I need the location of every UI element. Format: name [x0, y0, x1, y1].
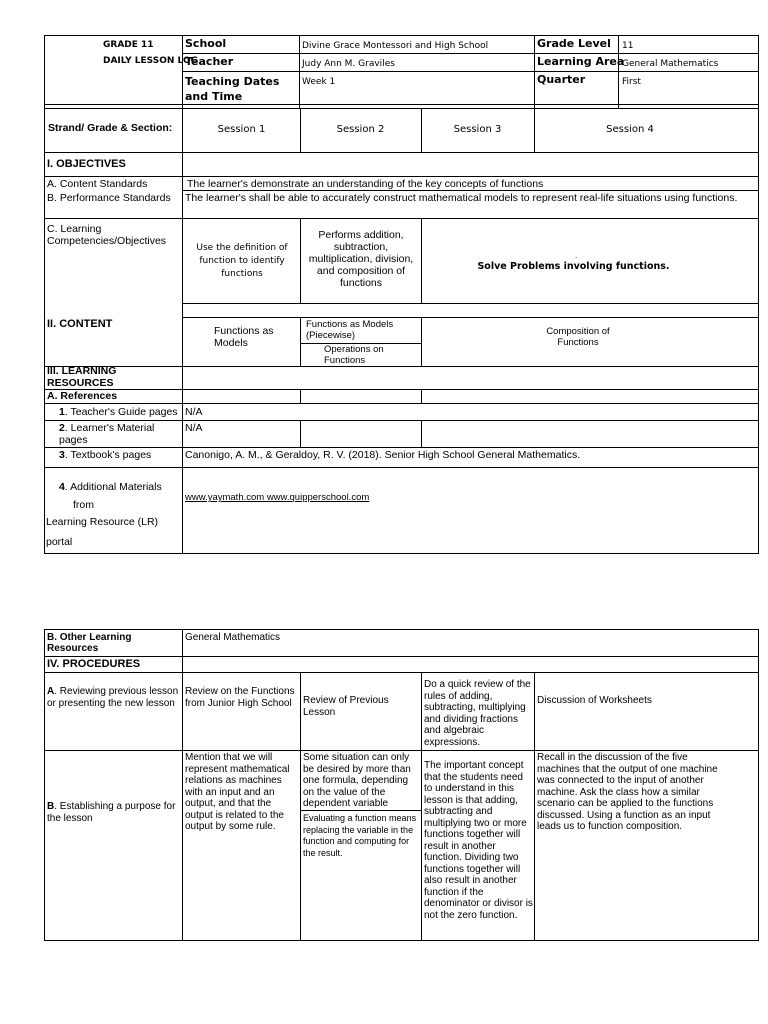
- divider: [44, 420, 759, 421]
- divider: [44, 389, 759, 390]
- school-label: School: [185, 37, 227, 50]
- performance-standards-label: B. Performance Standards: [47, 192, 171, 204]
- divider: [44, 467, 759, 468]
- divider: [300, 420, 301, 447]
- content-1: Functions as Models: [214, 325, 274, 349]
- divider: [182, 108, 183, 554]
- dates-label: Teaching Dates and Time: [185, 75, 280, 103]
- performance-standards-value: The learner's shall be able to accurately construct mathematical models to represent real-life situations using functions.: [185, 192, 738, 204]
- session-1: Session 1: [217, 124, 266, 135]
- learners-material-value: N/A: [185, 422, 203, 434]
- item-number: 3: [59, 449, 65, 461]
- divider: [182, 71, 759, 72]
- objectives-heading: I. OBJECTIVES: [47, 158, 126, 170]
- divider: [421, 672, 422, 941]
- textbook-value: Canonigo, A. M., & Geraldoy, R. V. (2018). Senior High School General Mathematics.: [185, 449, 581, 461]
- additional-materials-lr: Learning Resource (LR): [46, 516, 159, 528]
- procedure-b-session-3: The important concept that the students need to understand in this lesson is that adding, subtracting and multiplying two or more functions together will result in another function. Dividing two functions together will also result in another function if the denominator or divisor is not the zero function.: [424, 760, 533, 921]
- divider: [44, 672, 759, 673]
- learning-area-value: General Mathematics: [622, 59, 719, 69]
- grade-level-label: Grade Level: [537, 37, 611, 50]
- divider: [182, 629, 183, 941]
- item-text: . Learner's Material pages: [59, 422, 155, 446]
- procedure-b-session-2b: Evaluating a function means replacing the variable in the function and computing for the result.: [303, 813, 417, 858]
- divider: [44, 152, 759, 153]
- divider: [300, 218, 301, 303]
- learning-area-label: Learning Area: [537, 55, 625, 68]
- divider: [534, 35, 535, 108]
- item-text: . Teacher's Guide pages: [64, 406, 178, 418]
- procedure-a-session-3: Do a quick review of the rules of adding, subtracting, multiplying and dividing fractions and algebraic expressions.: [424, 679, 531, 748]
- session-3: Session 3: [453, 124, 502, 135]
- divider: [44, 218, 759, 219]
- item-text: . Textbook's pages: [64, 449, 152, 461]
- divider: [182, 303, 759, 304]
- textbook-label: [59, 449, 151, 461]
- quarter-value: First: [622, 77, 641, 87]
- content-3: Composition of Functions: [546, 326, 610, 348]
- content-2a: Functions as Models (Piecewise): [306, 319, 394, 341]
- grade-level-value: 11: [622, 41, 634, 51]
- content-standards-value: The learner's demonstrate an understanding of the key concepts of functions: [187, 178, 544, 190]
- school-value: Divine Grace Montessori and High School: [302, 41, 489, 51]
- references-label: A. References: [47, 390, 118, 402]
- additional-materials-label: [59, 481, 162, 493]
- divider: [421, 420, 422, 447]
- item-text: . Additional Materials: [64, 481, 162, 493]
- item-number: 1: [59, 406, 65, 418]
- procedures-heading: IV. PROCEDURES: [47, 658, 141, 670]
- content-heading: II. CONTENT: [47, 318, 113, 330]
- additional-materials-links[interactable]: www.yaymath.com www.quipperschool.com: [185, 492, 370, 503]
- session-4: Session 4: [606, 124, 654, 135]
- divider: [44, 108, 759, 109]
- divider: [421, 317, 422, 366]
- other-resources-value: General Mathematics: [185, 632, 281, 643]
- procedure-a-session-4: Discussion of Worksheets: [537, 695, 652, 706]
- procedure-b-session-1: Mention that we will represent mathematical relations as machines with an input and an output, and that the output is related to the output by some rule.: [185, 752, 290, 832]
- divider: [300, 810, 421, 811]
- learners-material-label: [59, 422, 181, 446]
- item-text: . Reviewing previous lesson or presenting the new lesson: [47, 686, 179, 709]
- strand-label: Strand/ Grade & Section:: [48, 122, 173, 134]
- additional-materials-from: from: [73, 499, 94, 511]
- competency-3: Solve Problems involving functions.: [477, 261, 670, 272]
- other-resources-label: B. Other Learning Resources: [47, 632, 132, 654]
- lesson-log-table-top: [44, 35, 759, 554]
- teachers-guide-value: N/A: [185, 406, 203, 418]
- divider: [300, 317, 301, 366]
- quarter-label: Quarter: [537, 73, 586, 86]
- dates-value: Week 1: [302, 77, 336, 87]
- content-2b: Operations on Functions: [324, 344, 384, 366]
- teachers-guide-label: [59, 406, 178, 418]
- procedure-b-session-2a: Some situation can only be desired by more than one formula, depending on the value of the dependent variable: [303, 752, 411, 809]
- grade-label: GRADE 11: [103, 40, 154, 50]
- resources-heading: III. LEARNING RESOURCES: [47, 365, 117, 389]
- divider: [44, 104, 759, 105]
- divider: [300, 672, 301, 941]
- divider: [182, 53, 759, 54]
- divider: [618, 35, 619, 108]
- divider: [182, 190, 759, 191]
- divider: [421, 389, 422, 403]
- session-2: Session 2: [336, 124, 385, 135]
- procedure-b-session-4: Recall in the discussion of the five machines that the output of one machine was connected to the input of another machine. Ask the class how a similar scenario can be applied to the functions discussed. Using a function as an input leads us to function composition.: [537, 752, 718, 832]
- divider: [44, 176, 759, 177]
- divider: [534, 672, 535, 941]
- competency-2: Performs addition, subtraction, multiplication, division, and composition of functions: [308, 229, 414, 289]
- teacher-value: Judy Ann M. Graviles: [302, 59, 395, 69]
- item-number: 4: [59, 481, 65, 493]
- procedure-a-label: [47, 686, 179, 709]
- divider: [44, 656, 759, 657]
- procedure-a-session-2: Review of Previous Lesson: [303, 695, 389, 718]
- item-number: 2: [59, 422, 65, 434]
- divider: [300, 389, 301, 403]
- divider: [44, 403, 759, 404]
- divider: [44, 750, 759, 751]
- divider: [182, 35, 183, 108]
- item-letter: A: [47, 686, 55, 697]
- additional-materials-portal: portal: [46, 536, 73, 548]
- divider: [182, 317, 759, 318]
- log-title: DAILY LESSON LOG: [103, 56, 198, 66]
- item-letter: B: [47, 801, 55, 812]
- procedure-b-label: [47, 801, 177, 824]
- divider: [299, 35, 300, 108]
- competencies-label: C. Learning Competencies/Objectives: [47, 223, 167, 247]
- competency-1: Use the definition of function to identify functions: [196, 243, 288, 279]
- content-standards-label: A. Content Standards: [47, 178, 148, 190]
- divider: [44, 447, 759, 448]
- teacher-label: Teacher: [185, 55, 234, 68]
- item-text: . Establishing a purpose for the lesson: [47, 801, 176, 824]
- competency-3-dot: .: [575, 252, 578, 260]
- procedure-a-session-1: Review on the Functions from Junior High School: [185, 686, 295, 709]
